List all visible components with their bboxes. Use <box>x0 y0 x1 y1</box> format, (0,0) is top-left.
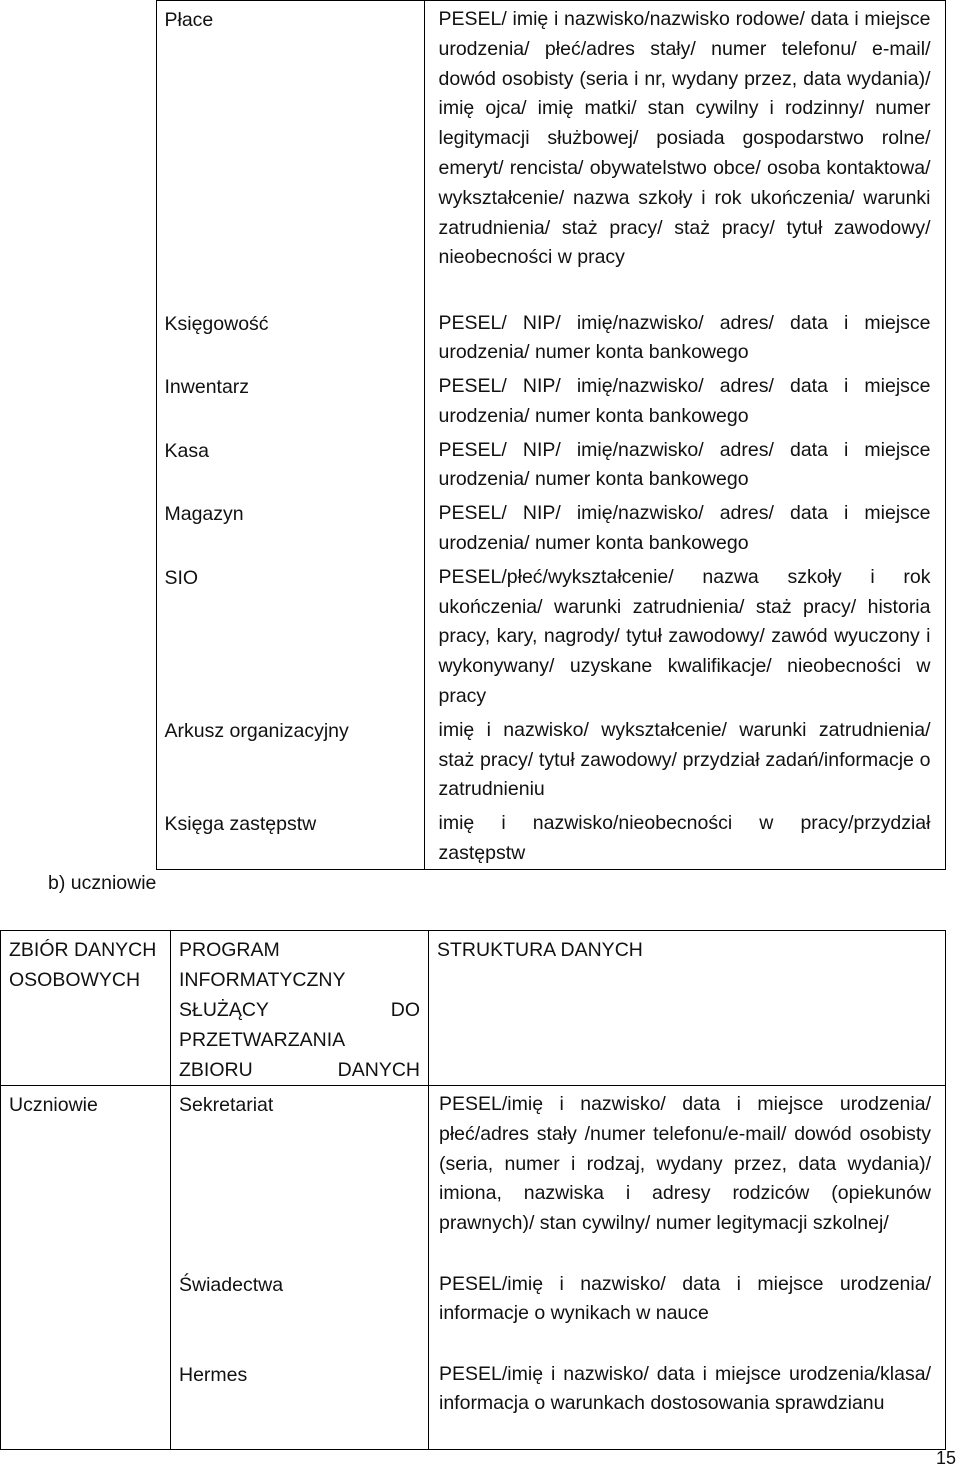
page-number: 15 <box>935 1448 956 1468</box>
header-data-structure: STRUKTURA DANYCH <box>429 931 946 1086</box>
data-structure: PESEL/ NIP/ imię/nazwisko/ adres/ data i miejsce urodzenia/ numer konta bankowego <box>424 432 945 496</box>
group-name: Uczniowie <box>1 1086 171 1266</box>
collection-name: SIO <box>156 559 424 712</box>
table-spacer <box>0 1 156 305</box>
program-name: Hermes <box>171 1356 429 1450</box>
collection-name: Inwentarz <box>156 368 424 432</box>
header-program: PROGRAM INFORMATYCZNY SŁUŻĄCY DO PRZETWARZANIA ZBIORU DANYCH <box>171 931 429 1086</box>
data-structure: PESEL/imię i nazwisko/ data i miejsce urodzenia/klasa/ informacja o warunkach dostosowania sprawdzianu <box>429 1356 946 1450</box>
data-structure: imię i nazwisko/nieobecności w pracy/przydział zastępstw <box>424 805 945 869</box>
collection-name: Księga zastępstw <box>156 805 424 869</box>
section-heading-students: b) uczniowie <box>48 872 157 894</box>
program-name: Sekretariat <box>171 1086 429 1266</box>
header-data-collection: ZBIÓR DANYCH OSOBOWYCH <box>1 931 171 1086</box>
data-structure: PESEL/płeć/wykształcenie/ nazwa szkoły i rok ukończenia/ warunki zatrudnienia/ staż pracy/ historia pracy, kary, nagrody/ tytuł zawodowy/ zawód wyuczony i wykonywany/ uzyskane kwalifikacje/ nieobecności w pracy <box>424 559 945 712</box>
data-structure: PESEL/ NIP/ imię/nazwisko/ adres/ data i miejsce urodzenia/ numer konta bankowego <box>424 305 945 369</box>
collection-name: Księgowość <box>156 305 424 369</box>
data-structure: PESEL/imię i nazwisko/ data i miejsce urodzenia/ informacje o wynikach w nauce <box>429 1266 946 1356</box>
data-structure: PESEL/ NIP/ imię/nazwisko/ adres/ data i miejsce urodzenia/ numer konta bankowego <box>424 495 945 559</box>
collection-name: Arkusz organizacyjny <box>156 712 424 805</box>
collection-name: Magazyn <box>156 495 424 559</box>
data-structure: PESEL/ NIP/ imię/nazwisko/ adres/ data i miejsce urodzenia/ numer konta bankowego <box>424 368 945 432</box>
data-structure: PESEL/ imię i nazwisko/nazwisko rodowe/ data i miejsce urodzenia/ płeć/adres stały/ numer telefonu/ e-mail/ dowód osobisty (seria i nr, wydany przez, data wydania)/ imię ojca/ imię matki/ stan cywilny i rodzinny/ numer legitymacji służbowej/ posiada gospodarstwo rolne/ emeryt/ rencista/ obywatelstwo obce/ osoba kontaktowa/ wykształcenie/ nazwa szkoły i rok ukończenia/ warunki zatrudnienia/ staż pracy/ staż pracy/ tytuł zawodowy/ nieobecności w pracy <box>424 1 945 305</box>
data-structure: imię i nazwisko/ wykształcenie/ warunki zatrudnienia/ staż pracy/ tytuł zawodowy/ przydział zadań/informacje o zatrudnieniu <box>424 712 945 805</box>
data-structure: PESEL/imię i nazwisko/ data i miejsce urodzenia/ płeć/adres stały /numer telefonu/e-mail/ dowód osobisty (seria, numer i rodzaj, wydany przez, data wydania)/ imiona, nazwiska i adresy rodziców (opiekunów prawnych)/ stan cywilny/ numer legitymacji szkolnej/ <box>429 1086 946 1266</box>
program-name: Świadectwa <box>171 1266 429 1356</box>
students-data-table <box>0 930 946 1450</box>
collection-name: Kasa <box>156 432 424 496</box>
collection-name: Płace <box>156 1 424 305</box>
